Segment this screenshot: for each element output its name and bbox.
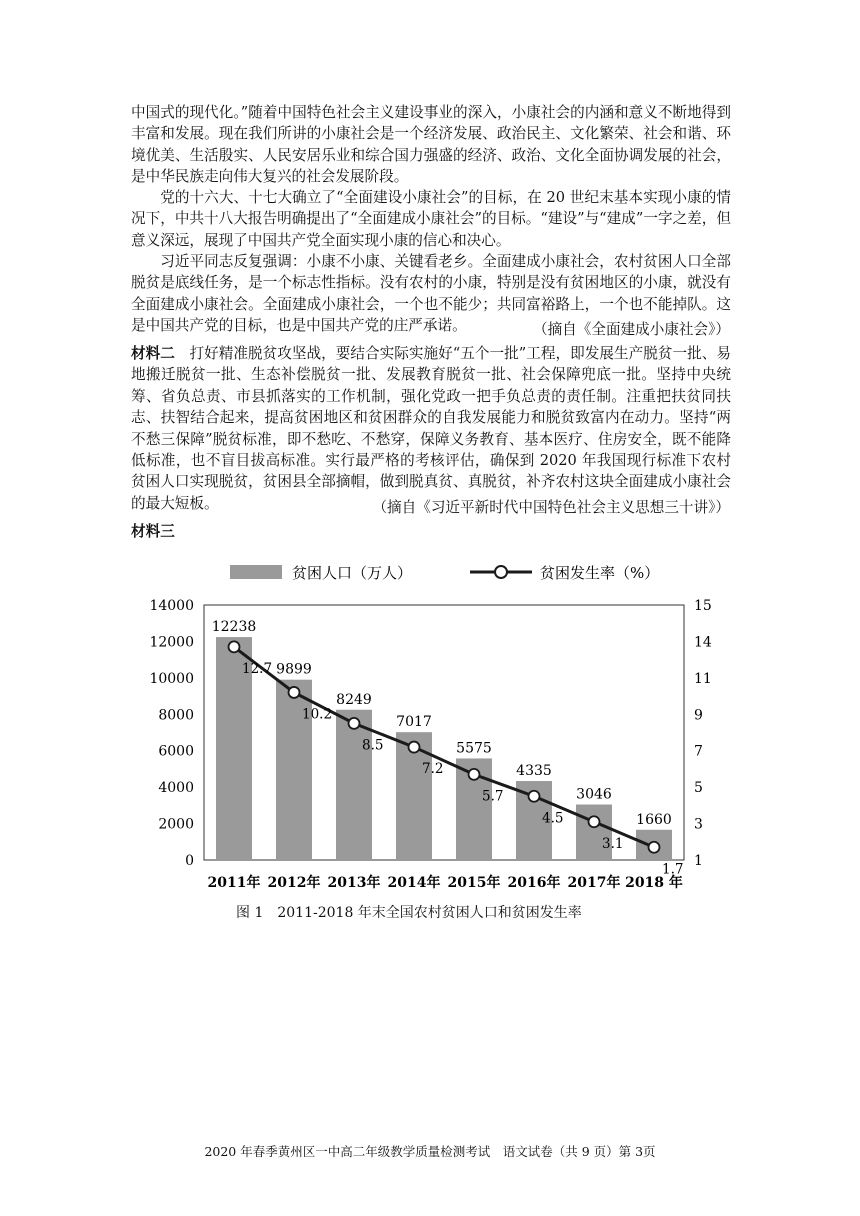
x-tick-label: 2015年 xyxy=(447,875,501,891)
x-tick-label: 2012年 xyxy=(267,875,321,891)
x-tick-label: 2014年 xyxy=(387,875,441,891)
bar xyxy=(336,710,372,860)
y-left-tick-label: 10000 xyxy=(149,670,194,687)
line-point xyxy=(469,769,480,780)
bar-value-label: 1660 xyxy=(636,811,672,828)
y-right-tick-label: 1 xyxy=(694,853,703,869)
line-point xyxy=(229,641,240,652)
bar-value-label: 5575 xyxy=(456,740,492,757)
x-tick-label: 2013年 xyxy=(327,875,381,891)
x-tick-label: 2016年 xyxy=(507,875,561,891)
line-value-label: 12.7 xyxy=(242,660,273,677)
line-point xyxy=(409,742,420,753)
line-value-label: 7.2 xyxy=(422,761,444,778)
line-point xyxy=(289,687,300,698)
material1-paragraph-continued: 中国式的现代化。”随着中国特色社会主义建设事业的深入，小康社会的内涵和意义不断地得到丰富和发展。现在我们所讲的小康社会是一个经济发展、政治民主、文化繁荣、社会和谐、环境优美、生活殷实、人民安居乐业和综合国力强盛的经济、政治、文化全面协调发展的社会，是中华民族走向伟大复兴的社会发展阶段。 xyxy=(131,104,731,186)
line-value-label: 10.2 xyxy=(302,706,333,723)
y-right-tick-label: 3 xyxy=(694,816,703,833)
line-value-label: 5.7 xyxy=(482,788,504,805)
line-point xyxy=(589,816,600,827)
x-tick-label: 2017年 xyxy=(567,875,621,891)
material2-text: 打好精准脱贫攻坚战，要结合实际实施好“五个一批”工程，即发展生产脱贫一批、易地搬迁脱贫一批、生态补偿脱贫一批、发展教育脱贫一批、社会保障兜底一批。坚持中央统筹、省负总责、市县抓落实的工作机制，强化党政一把手负总责的责任制。注重把扶贫同扶志、扶智结合起来，提高贫困地区和贫困群众的自我发展能力和脱贫致富内在动力。坚持“两不愁三保障”脱贫标准，即不愁吃、不愁穿，保障义务教育、基本医疗、住房安全，既不能降低标准，也不盲目拔高标准。实行最严格的考核评估，确保到 2020 年我国现行标准下农村贫困人口实现脱贫，贫困县全部摘帽，做到脱真贫、真脱贫，补齐农村这块全面建成小康社会的最大短板。 xyxy=(131,345,731,512)
y-right-tick-label: 15 xyxy=(694,598,712,614)
bar-value-label: 4335 xyxy=(516,763,552,780)
y-right-tick-label: 7 xyxy=(694,743,703,760)
bar-value-label: 9899 xyxy=(276,661,312,678)
y-left-tick-label: 12000 xyxy=(149,634,194,651)
y-left-tick-label: 14000 xyxy=(149,598,194,614)
y-left-tick-label: 0 xyxy=(185,853,194,869)
material1-source: （摘自《全面建成小康社会》） xyxy=(532,321,730,338)
line-point xyxy=(649,842,660,853)
bar-value-label: 3046 xyxy=(576,786,612,803)
chart-legend xyxy=(230,564,659,582)
bar-value-label: 7017 xyxy=(396,714,432,731)
material2-source: （摘自《习近平新时代中国特色社会主义思想三十讲》） xyxy=(372,499,730,516)
material1-paragraph-3: 习近平同志反复强调：小康不小康、关键看老乡。全面建成小康社会，农村贫困人口全部脱贫是底线任务，是一个标志性指标。没有农村的小康，特别是没有贫困地区的小康，就没有全面建成小康社会。全面建成小康社会，一个也不能少；共同富裕路上，一个也不能掉队。这是中国共产党的目标，也是中国共产党的庄严承诺。 xyxy=(131,253,731,335)
y-right-tick-label: 11 xyxy=(694,670,712,687)
y-right-tick-label: 14 xyxy=(694,634,712,651)
line-point xyxy=(529,791,540,802)
legend-line-label: 贫困发生率（%） xyxy=(540,564,660,582)
legend-bar-label: 贫困人口（万人） xyxy=(292,564,413,582)
legend-line-marker xyxy=(495,566,507,578)
x-tick-label: 2018 年 xyxy=(625,875,683,891)
y-right-tick-label: 9 xyxy=(694,707,703,724)
y-left-tick-label: 8000 xyxy=(158,707,194,724)
legend-bar-swatch xyxy=(230,565,282,579)
line-point xyxy=(349,718,360,729)
y-left-tick-label: 4000 xyxy=(158,780,194,797)
y-axis-left xyxy=(149,598,194,869)
x-axis xyxy=(208,874,683,891)
line-value-label: 1.7 xyxy=(662,861,684,878)
y-left-tick-label: 2000 xyxy=(158,816,194,833)
material2-label: 材料二 xyxy=(131,345,175,362)
y-axis-right xyxy=(694,598,712,869)
material2-paragraph xyxy=(131,343,731,514)
line-value-label: 8.5 xyxy=(362,737,384,754)
material3-label: 材料三 xyxy=(131,523,175,540)
bar-value-label: 8249 xyxy=(336,691,372,708)
material1-paragraph-2: 党的十六大、十七大确立了“全面建设小康社会”的目标，在 20 世纪末基本实现小康的情况下，中共十八大报告明确提出了“全面建成小康社会”的目标。“建设”与“建成”一字之差，但意义深远，展现了中国共产党全面实现小康的信心和决心。 xyxy=(131,189,731,249)
line-value-label: 3.1 xyxy=(602,835,624,852)
figure-caption: 图 1 2011-2018 年末全国农村贫困人口和贫困发生率 xyxy=(236,905,582,921)
x-tick-label: 2011年 xyxy=(207,875,261,891)
bar-value-label: 12238 xyxy=(211,619,257,636)
line-value-label: 4.5 xyxy=(542,810,564,827)
y-right-tick-label: 5 xyxy=(694,780,703,797)
poverty-chart xyxy=(140,555,720,895)
page-footer: 2020 年春季黄州区一中高二年级教学质量检测考试 语文试卷（共 9 页）第 3页 xyxy=(204,1144,656,1159)
y-left-tick-label: 6000 xyxy=(158,743,194,760)
